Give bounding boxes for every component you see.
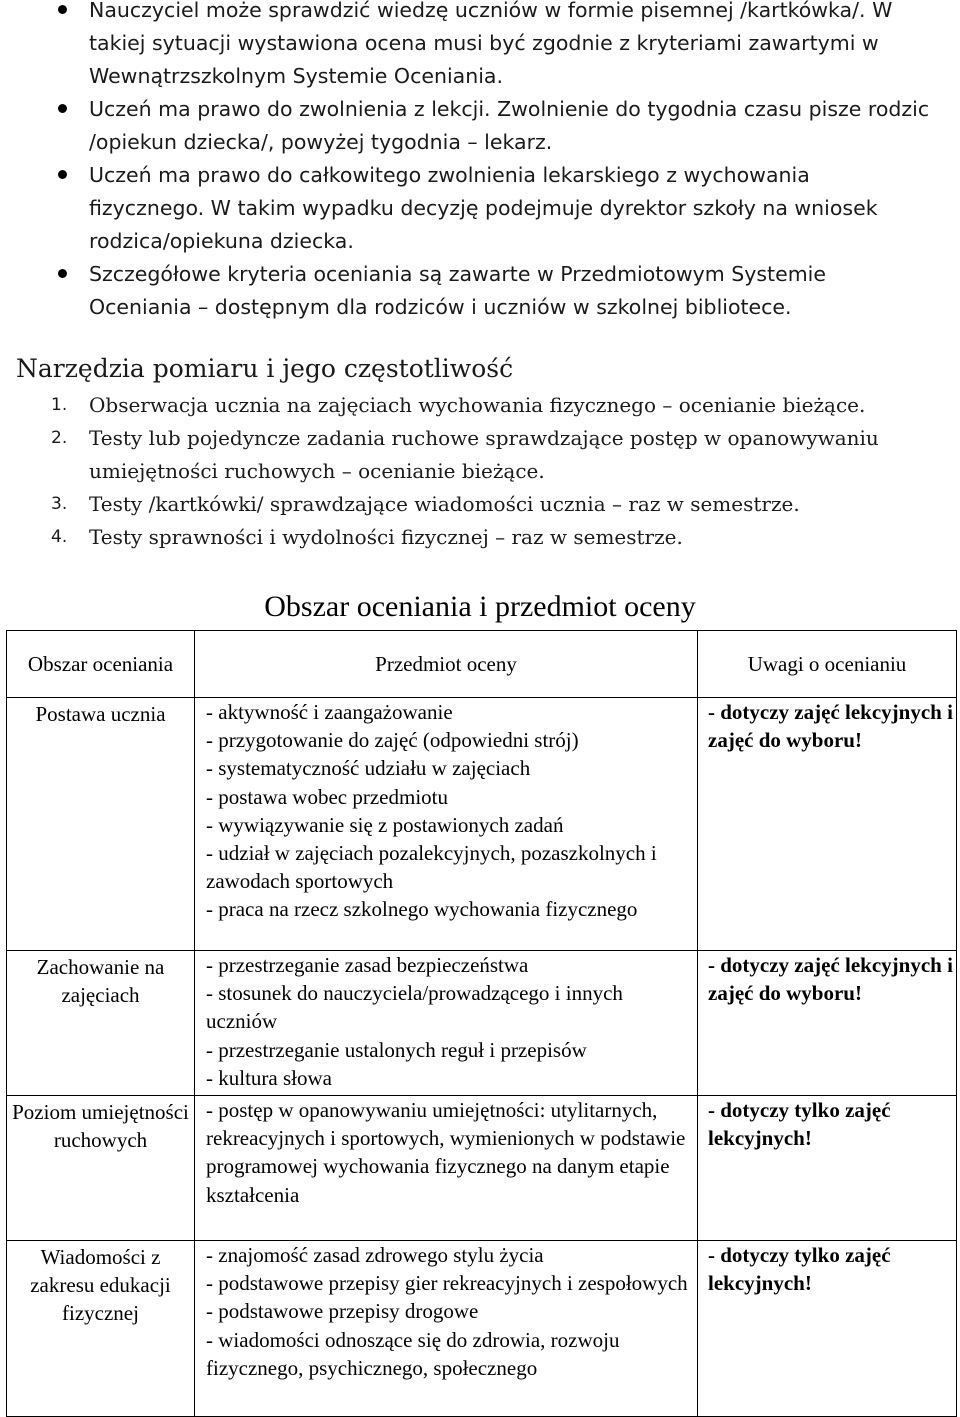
remark-cell: - dotyczy zajęć lekcyjnych i zajęć do wyboru! bbox=[698, 951, 957, 1096]
subject-item: - podstawowe przepisy drogowe bbox=[206, 1299, 479, 1324]
remark-cell: - dotyczy zajęć lekcyjnych i zajęć do wyboru! bbox=[698, 698, 957, 951]
subject-cell bbox=[195, 1241, 698, 1417]
subject-item: - wiadomości odnoszące się do zdrowia, rozwoju fizycznego, psychicznego, społecznego bbox=[206, 1327, 620, 1380]
table-title: Obszar oceniania i przedmiot oceny bbox=[264, 590, 696, 623]
header-area: Obszar oceniania bbox=[7, 631, 195, 698]
table-header-row bbox=[7, 631, 957, 698]
bullet-icon bbox=[58, 269, 67, 278]
table-row bbox=[7, 698, 957, 951]
subject-cell bbox=[195, 698, 698, 951]
subject-item: - systematyczność udziału w zajęciach bbox=[206, 756, 531, 781]
table-row bbox=[7, 951, 957, 1096]
subject-item: - przestrzeganie zasad bezpieczeństwa bbox=[206, 953, 529, 977]
bullet-item: Szczegółowe kryteria oceniania są zawarte w Przedmiotowym Systemie Oceniania – dostępnym dla rodziców i uczniów w szkolnej bibliotece. bbox=[0, 258, 960, 324]
area-cell: Zachowanie na zajęciach bbox=[7, 951, 195, 1096]
bullet-icon bbox=[58, 170, 67, 179]
numbered-item: 4. Testy sprawności i wydolności fizycznej – raz w semestrze. bbox=[51, 525, 683, 549]
bullet-item: Uczeń ma prawo do całkowitego zwolnienia lekarskiego z wychowania fizycznego. W takim wypadku decyzję podejmuje dyrektor szkoły na wniosek rodzica/opiekuna dziecka. bbox=[0, 159, 960, 258]
subject-item: - aktywność i zaangażowanie bbox=[206, 700, 453, 724]
subject-item: - przygotowanie do zajęć (odpowiedni strój) bbox=[206, 728, 579, 753]
numbered-item: 1. Obserwacja ucznia na zajęciach wychowania fizycznego – ocenianie bieżące. bbox=[51, 393, 866, 417]
subject-cell bbox=[195, 951, 698, 1096]
bullet-icon bbox=[58, 5, 67, 14]
tools-numbered-list bbox=[0, 389, 960, 554]
remark-cell: - dotyczy tylko zajęć lekcyjnych! bbox=[698, 1096, 957, 1241]
table-row bbox=[7, 1241, 957, 1417]
area-cell: Wiadomości z zakresu edukacji fizycznej bbox=[7, 1241, 195, 1417]
bullet-item: Nauczyciel może sprawdzić wiedzę uczniów w formie pisemnej /kartkówka/. W takiej sytuacji wystawiona ocena musi być zgodnie z kryteriami zawartymi w Wewnątrzszkolnym Systemie Oceniania. bbox=[0, 0, 960, 93]
assessment-table bbox=[6, 630, 957, 1417]
area-cell: Poziom umiejętności ruchowych bbox=[7, 1096, 195, 1241]
rules-bullet-list bbox=[0, 0, 960, 324]
remark-cell: - dotyczy tylko zajęć lekcyjnych! bbox=[698, 1241, 957, 1417]
numbered-item: 3. Testy /kartkówki/ sprawdzające wiadomości ucznia – raz w semestrze. bbox=[51, 492, 800, 516]
subject-item: - praca na rzecz szkolnego wychowania fizycznego bbox=[206, 897, 638, 922]
subject-item: - stosunek do nauczyciela/prowadzącego i innych uczniów bbox=[206, 981, 623, 1034]
bullet-icon bbox=[58, 104, 67, 113]
header-remarks: Uwagi o ocenianiu bbox=[698, 631, 957, 698]
subject-item: - podstawowe przepisy gier rekreacyjnych i zespołowych bbox=[206, 1271, 688, 1296]
subject-item: - postęp w opanowywaniu umiejętności: utylitarnych, rekreacyjnych i sportowych, wymienionych w podstawie programowej wychowania fizycznego na danym etapie kształcenia bbox=[206, 1098, 686, 1207]
subject-cell bbox=[195, 1096, 698, 1241]
subject-item: - udział w zajęciach pozalekcyjnych, pozaszkolnych i zawodach sportowych bbox=[206, 841, 657, 894]
subject-item: - postawa wobec przedmiotu bbox=[206, 784, 449, 809]
header-subject: Przedmiot oceny bbox=[195, 631, 698, 698]
numbered-item: 2. Testy lub pojedyncze zadania ruchowe sprawdzające postęp w opanowywaniu umiejętności ruchowych – ocenianie bieżące. bbox=[51, 426, 879, 483]
subject-item: - wywiązywanie się z postawionych zadań bbox=[206, 812, 564, 837]
subject-item: - kultura słowa bbox=[206, 1065, 332, 1090]
bullet-item: Uczeń ma prawo do zwolnienia z lekcji. Zwolnienie do tygodnia czasu pisze rodzic /opiekun dziecka/, powyżej tygodnia – lekarz. bbox=[0, 93, 960, 159]
area-cell: Postawa ucznia bbox=[7, 698, 195, 951]
subject-item: - przestrzeganie ustalonych reguł i przepisów bbox=[206, 1037, 587, 1062]
table-row bbox=[7, 1096, 957, 1241]
section-heading: Narzędzia pomiaru i jego częstotliwość bbox=[16, 354, 514, 383]
subject-item: - znajomość zasad zdrowego stylu życia bbox=[206, 1243, 544, 1267]
